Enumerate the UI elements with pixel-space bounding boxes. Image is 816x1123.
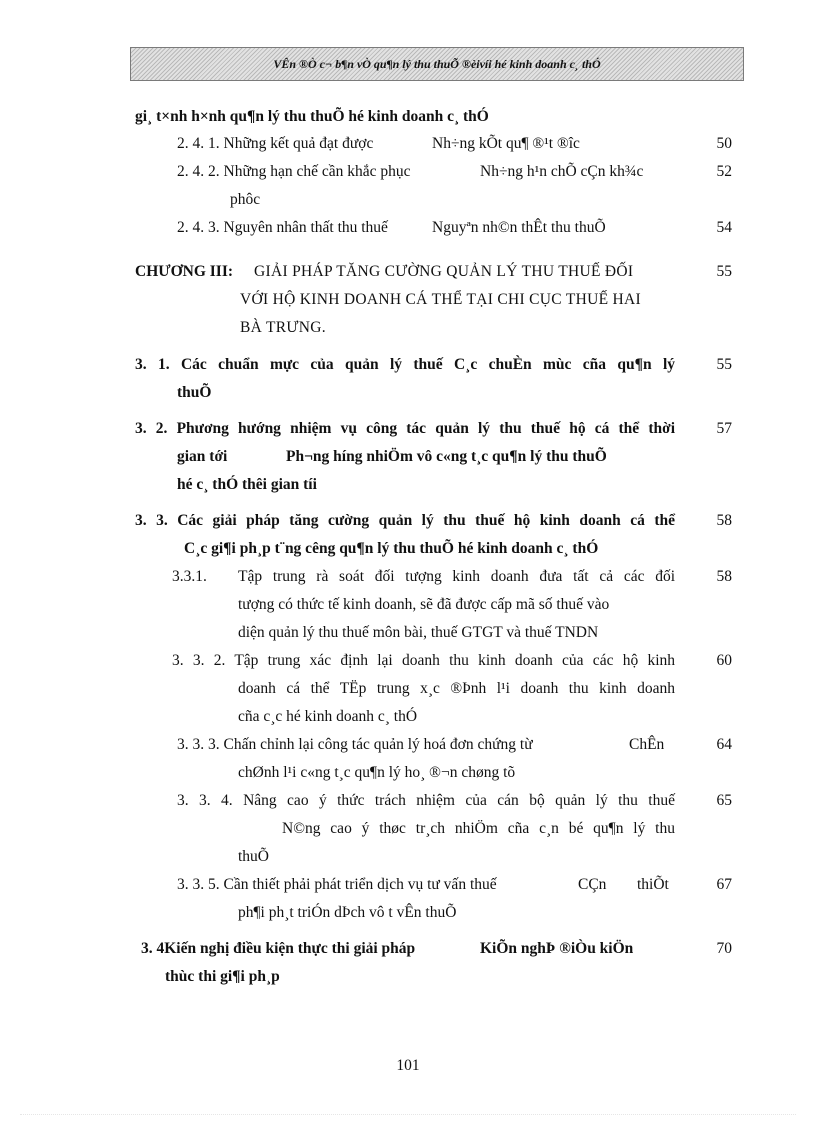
toc-page-3-3: 58: [716, 512, 732, 529]
running-header-title: VÊn ®Ò c¬ b¶n vÒ qu¶n lý thu thuÕ ®èivíi hé kinh doanh c¸ thÓ: [273, 56, 601, 71]
toc-entry-3-3-alt: C¸c gi¶i ph¸p t¨ng cêng qu¶n lý thu thuÕ hé kinh doanh c¸ thÓ: [184, 540, 599, 557]
toc-entry-3-1-cont: thuÕ: [177, 384, 212, 401]
toc-entry-3-3-3: 3. 3. 3. Chấn chỉnh lại công tác quản lý hoá đơn chứng từ: [177, 736, 533, 753]
toc-entry-3-3-2: 3. 3. 2. Tập trung xác định lại doanh thu kinh doanh của các hộ kinh: [172, 652, 675, 669]
toc-entry-3-2-cont: gian tới: [177, 448, 228, 465]
chapter-title-line-3: BÀ TRƯNG.: [240, 319, 326, 336]
toc-page-3-3-1: 58: [716, 568, 732, 585]
toc-entry-3-1: 3. 1. Các chuẩn mực của quản lý thuế C¸c chuÈn mùc cña qu¶n lý: [135, 356, 675, 373]
toc-page-chapter-3: 55: [716, 263, 732, 280]
toc-entry-3-3-1: Tập trung rà soát đối tượng kinh doanh đưa tất cả các đối: [238, 568, 675, 585]
toc-page-2-4-1: 50: [716, 135, 732, 152]
toc-page-3-1: 55: [716, 356, 732, 373]
toc-entry-2-4-2: 2. 4. 2. Những hạn chế cần khắc phục: [177, 163, 411, 180]
toc-page-3-4: 70: [716, 940, 732, 957]
chapter-title-line-1: GIẢI PHÁP TĂNG CƯỜNG QUẢN LÝ THU THUẾ ĐỐI: [254, 263, 634, 280]
toc-entry-3-3-1-cont-2: diện quản lý thu thuế môn bài, thuế GTGT và thuế TNDN: [238, 624, 599, 641]
toc-entry-3-3: 3. 3. Các giải pháp tăng cường quản lý thu thuế hộ kinh doanh cá thể: [135, 512, 675, 529]
footer-dotted-rule: [20, 1114, 796, 1115]
toc-entry-3-3-5-alt-2: thiÕt: [637, 876, 669, 893]
toc-entry-3-3-4-alt: N©ng cao ý thøc tr¸ch nhiÖm cña c¸n bé qu¶n lý thu: [282, 820, 675, 837]
toc-entry-3-4-alt-cont: thùc thi gi¶i ph¸p: [165, 968, 280, 985]
toc-entry-2-4-3-alt: Nguyªn nh©n thÊt thu thuÕ: [432, 219, 606, 236]
toc-entry-3-4-alt: KiÕn nghÞ ®iÒu kiÖn: [480, 940, 634, 957]
toc-entry-2-4-3: 2. 4. 3. Nguyên nhân thất thu thuế: [177, 219, 388, 236]
toc-entry-3-3-5-alt-cont: ph¶i ph¸t triÓn dÞch vô t vÊn thuÕ: [238, 904, 457, 921]
chapter-title-line-2: VỚI HỘ KINH DOANH CÁ THỂ TẠI CHI CỤC THUẾ HAI: [240, 291, 641, 308]
toc-entry-3-3-4-alt-cont: thuÕ: [238, 848, 269, 865]
toc-entry-3-3-2-cont-1: doanh cá thể TËp trung x¸c ®Þnh l¹i doanh thu kinh doanh: [238, 680, 675, 697]
toc-page-3-3-3: 64: [716, 736, 732, 753]
toc-entry-3-3-5: 3. 3. 5. Cần thiết phải phát triển dịch vụ tư vấn thuế: [177, 876, 497, 893]
toc-entry-3-3-5-alt: CÇn: [578, 876, 607, 893]
toc-page-2-4-3: 54: [716, 219, 732, 236]
toc-entry-3-3-2-cont-2: cña c¸c hé kinh doanh c¸ thÓ: [238, 708, 418, 725]
toc-entry-3-3-1-cont-1: tượng có thức tế kinh doanh, sẽ đã được cấp mã số thuế vào: [238, 596, 610, 613]
toc-page-3-3-5: 67: [716, 876, 732, 893]
toc-entry-3-2: 3. 2. Phương hướng nhiệm vụ công tác quản lý thu thuế hộ cá thể thời: [135, 420, 675, 437]
toc-entry-3-2-alt-cont: hé c¸ thÓ thêi gian tíi: [177, 476, 317, 493]
toc-entry-3-3-3-alt-cont: chØnh l¹i c«ng t¸c qu¶n lý ho¸ ®¬n chøng tõ: [238, 764, 516, 781]
toc-page-3-2: 57: [716, 420, 732, 437]
toc-page-2-4-2: 52: [716, 163, 732, 180]
toc-page-3-3-2: 60: [716, 652, 732, 669]
toc-entry-2-4-1: 2. 4. 1. Những kết quả đạt được: [177, 135, 374, 152]
toc-page-3-3-4: 65: [716, 792, 732, 809]
page-number: 101: [396, 1057, 420, 1074]
chapter-label: CHƯƠNG III:: [135, 263, 234, 280]
running-header: [130, 47, 744, 81]
toc-entry-3-2-alt: Ph¬ng híng nhiÖm vô c«ng t¸c qu¶n lý thu thuÕ: [286, 448, 607, 465]
toc-intro: gi¸ t×nh h×nh qu¶n lý thu thuÕ hé kinh doanh c¸ thÓ: [135, 108, 489, 125]
toc-entry-2-4-1-alt: Nh÷ng kÕt qu¶ ®¹t ®îc: [432, 135, 580, 152]
toc-entry-3-3-4: 3. 3. 4. Nâng cao ý thức trách nhiệm của cán bộ quản lý thu thuế: [177, 792, 675, 809]
toc-entry-2-4-2-alt-cont: phôc: [230, 191, 261, 208]
toc-entry-3-4: 3. 4Kiến nghị điều kiện thực thi giải pháp: [141, 940, 416, 957]
toc-entry-2-4-2-alt: Nh÷ng h¹n chÕ cÇn kh¾c: [480, 163, 644, 180]
toc-number-3-3-1: 3.3.1.: [172, 568, 207, 585]
toc-entry-3-3-3-alt: ChÊn: [629, 736, 665, 753]
